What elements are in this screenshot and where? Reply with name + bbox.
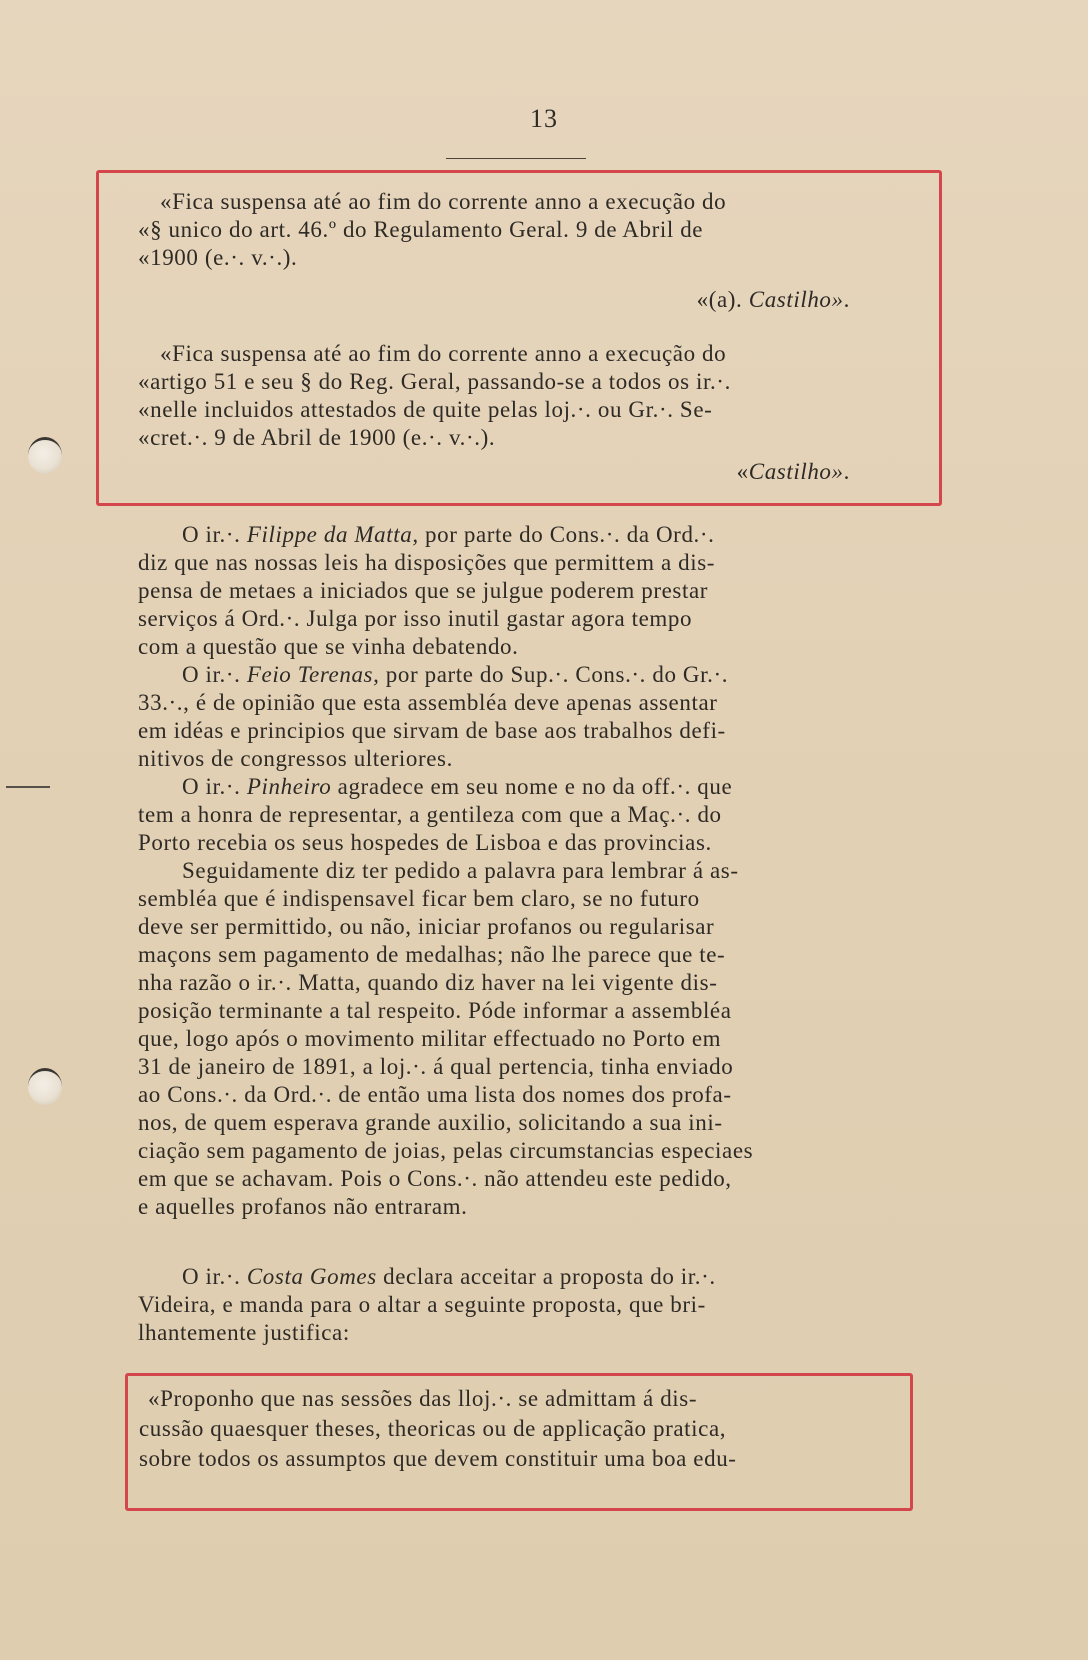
text-line: que, logo após o movimento militar effectuado no Porto em <box>138 1026 722 1051</box>
text-line: «1900 (e.·. v.·.). <box>138 245 298 270</box>
text-line: «artigo 51 e seu § do Reg. Geral, passando-se a todos os ir.·. <box>138 369 731 394</box>
signature: «(a). Castilho». <box>696 287 850 312</box>
margin-mark <box>6 786 50 788</box>
text-line: posição terminante a tal respeito. Póde informar a assembléa <box>138 998 732 1023</box>
text-line: maçons sem pagamento de medalhas; não lhe parece que te- <box>138 942 726 967</box>
text-line: nha razão o ir.·. Matta, quando diz haver na lei vigente dis- <box>138 970 718 995</box>
text-line: sembléa que é indispensavel ficar bem claro, se no futuro <box>138 886 700 911</box>
text-line: tem a honra de representar, a gentileza com que a Maç.·. do <box>138 802 722 827</box>
text-line: em idéas e principios que sirvam de base aos trabalhos defi- <box>138 718 726 743</box>
text-line: 31 de janeiro de 1891, a loj.·. á qual pertencia, tinha enviado <box>138 1054 734 1079</box>
text-line: «nelle incluidos attestados de quite pelas loj.·. ou Gr.·. Se- <box>138 397 713 422</box>
paragraph-start: Seguidamente diz ter pedido a palavra para lembrar á as- <box>182 858 739 883</box>
text-line: cussão quaesquer theses, theoricas ou de applicação pratica, <box>139 1416 727 1441</box>
text-line: nos, de quem esperava grande auxilio, solicitando a sua ini- <box>138 1110 723 1135</box>
page-number: 13 <box>530 104 558 133</box>
text-line: Porto recebia os seus hospedes de Lisboa e das provincias. <box>138 830 712 855</box>
text-line: com a questão que se vinha debatendo. <box>138 634 519 659</box>
signature: «Castilho». <box>736 459 850 484</box>
text-line: deve ser permittido, ou não, iniciar profanos ou regularisar <box>138 914 715 939</box>
text-line: Videira, e manda para o altar a seguinte proposta, que bri- <box>138 1292 706 1317</box>
text-line: serviços á Ord.·. Julga por isso inutil gastar agora tempo <box>138 606 693 631</box>
text-line: nitivos de congressos ulteriores. <box>138 746 453 771</box>
text-line: 33.·., é de opinião que esta assembléa deve apenas assentar <box>138 690 718 715</box>
text-line: lhantemente justifica: <box>138 1320 350 1345</box>
text-line: em que se achavam. Pois o Cons.·. não attendeu este pedido, <box>138 1166 732 1191</box>
text-line: diz que nas nossas leis ha disposições que permittem a dis- <box>138 550 716 575</box>
text-line: sobre todos os assumptos que devem constituir uma boa edu- <box>139 1446 737 1471</box>
text-line: «Fica suspensa até ao fim do corrente anno a execução do <box>160 341 727 366</box>
text-line: «Proponho que nas sessões das lloj.·. se admittam á dis- <box>148 1386 698 1411</box>
page-number-rule <box>446 158 586 159</box>
text-line: ao Cons.·. da Ord.·. de então uma lista dos nomes dos profa- <box>138 1082 732 1107</box>
text-line: «cret.·. 9 de Abril de 1900 (e.·. v.·.). <box>138 425 496 450</box>
text-line: ciação sem pagamento de joias, pelas circumstancias especiaes <box>138 1138 754 1163</box>
paragraph-start: O ir.·. Filippe da Matta, por parte do Cons.·. da Ord.·. <box>182 522 715 547</box>
punch-hole <box>28 437 62 474</box>
punch-hole <box>28 1068 62 1105</box>
text-line: e aquelles profanos não entraram. <box>138 1194 468 1219</box>
text-line: «§ unico do art. 46.º do Regulamento Geral. 9 de Abril de <box>138 217 704 242</box>
text-line: «Fica suspensa até ao fim do corrente anno a execução do <box>160 189 727 214</box>
paragraph-start: O ir.·. Feio Terenas, por parte do Sup.·. Cons.·. do Gr.·. <box>182 662 729 687</box>
text-line: pensa de metaes a iniciados que se julgue poderem prestar <box>138 578 709 603</box>
paragraph-start: O ir.·. Pinheiro agradece em seu nome e no da off.·. que <box>182 774 733 799</box>
paragraph-start: O ir.·. Costa Gomes declara acceitar a proposta do ir.·. <box>182 1264 716 1289</box>
